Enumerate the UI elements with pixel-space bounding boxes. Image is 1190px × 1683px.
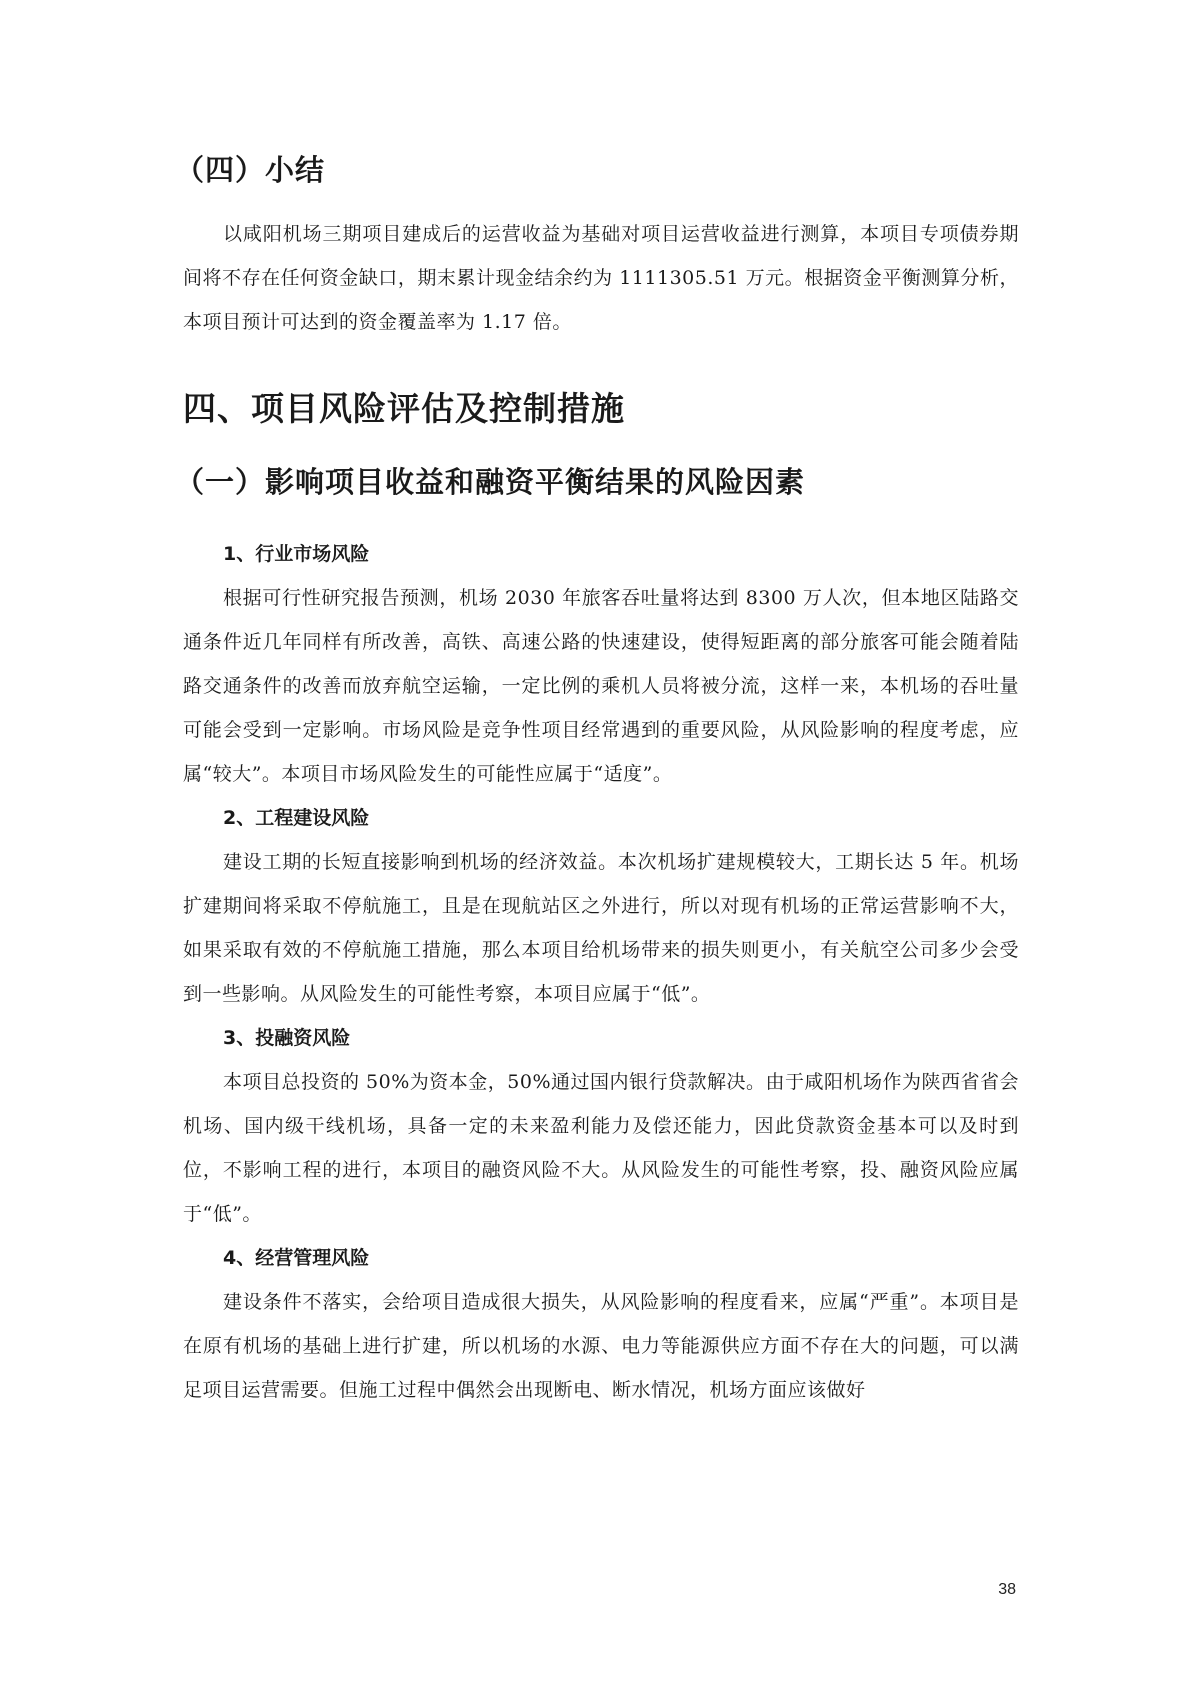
page-number: 38	[998, 1581, 1016, 1598]
risk-item-construction	[183, 796, 1019, 1016]
risk-item-title: 2、工程建设风险	[223, 807, 370, 829]
section-heading-risk: （一）影响项目收益和融资平衡结果的风险因素	[175, 465, 806, 499]
risk-item-title: 3、投融资风险	[223, 1027, 351, 1049]
risk-item-paragraph: 建设条件不落实，会给项目造成很大损失，从风险影响的程度看来，应属“严重”。本项目是在原有机场的基础上进行扩建，所以机场的水源、电力等能源供应方面不存在大的问题，可以满足项目运营需要。但施工过程中偶然会出现断电、断水情况，机场方面应该做好	[183, 1291, 1019, 1401]
risk-item-market	[183, 532, 1019, 796]
risk-item-operation	[183, 1236, 1019, 1412]
risk-item-paragraph: 根据可行性研究报告预测，机场 2030 年旅客吞吐量将达到 8300 万人次，但本地区陆路交通条件近几年同样有所改善，高铁、高速公路的快速建设，使得短距离的部分旅客可能会随着陆路交通条件的改善而放弃航空运输，一定比例的乘机人员将被分流，这样一来，本机场的吞吐量可能会受到一定影响。市场风险是竞争性项目经常遇到的重要风险，从风险影响的程度考虑，应属“较大”。本项目市场风险发生的可能性应属于“适度”。	[183, 587, 1019, 785]
chapter-heading: 四、项目风险评估及控制措施	[183, 389, 625, 428]
risk-item-title: 4、经营管理风险	[223, 1247, 370, 1269]
risk-item-paragraph: 本项目总投资的 50%为资本金，50%通过国内银行贷款解决。由于咸阳机场作为陕西省省会机场、国内级干线机场，具备一定的未来盈利能力及偿还能力，因此贷款资金基本可以及时到位，不影响工程的进行，本项目的融资风险不大。从风险发生的可能性考察，投、融资风险应属于“低”。	[183, 1071, 1020, 1225]
risk-item-paragraph: 建设工期的长短直接影响到机场的经济效益。本次机场扩建规模较大，工期长达 5 年。机场扩建期间将采取不停航施工，且是在现航站区之外进行，所以对现有机场的正常运营影响不大，如果采取有效的不停航施工措施，那么本项目给机场带来的损失则更小，有关航空公司多少会受到一些影响。从风险发生的可能性考察，本项目应属于“低”。	[183, 851, 1019, 1005]
page-content	[175, 150, 1020, 1412]
risk-item-financing	[183, 1016, 1019, 1236]
risk-item-title: 1、行业市场风险	[223, 543, 370, 565]
section-heading-summary: （四）小结	[175, 153, 326, 187]
summary-paragraph: 以咸阳机场三期项目建成后的运营收益为基础对项目运营收益进行测算，本项目专项债券期间将不存在任何资金缺口，期末累计现金结余约为 1111305.51 万元。根据资金平衡测算分析，本项目预计可达到的资金覆盖率为 1.17 倍。	[183, 223, 1019, 333]
